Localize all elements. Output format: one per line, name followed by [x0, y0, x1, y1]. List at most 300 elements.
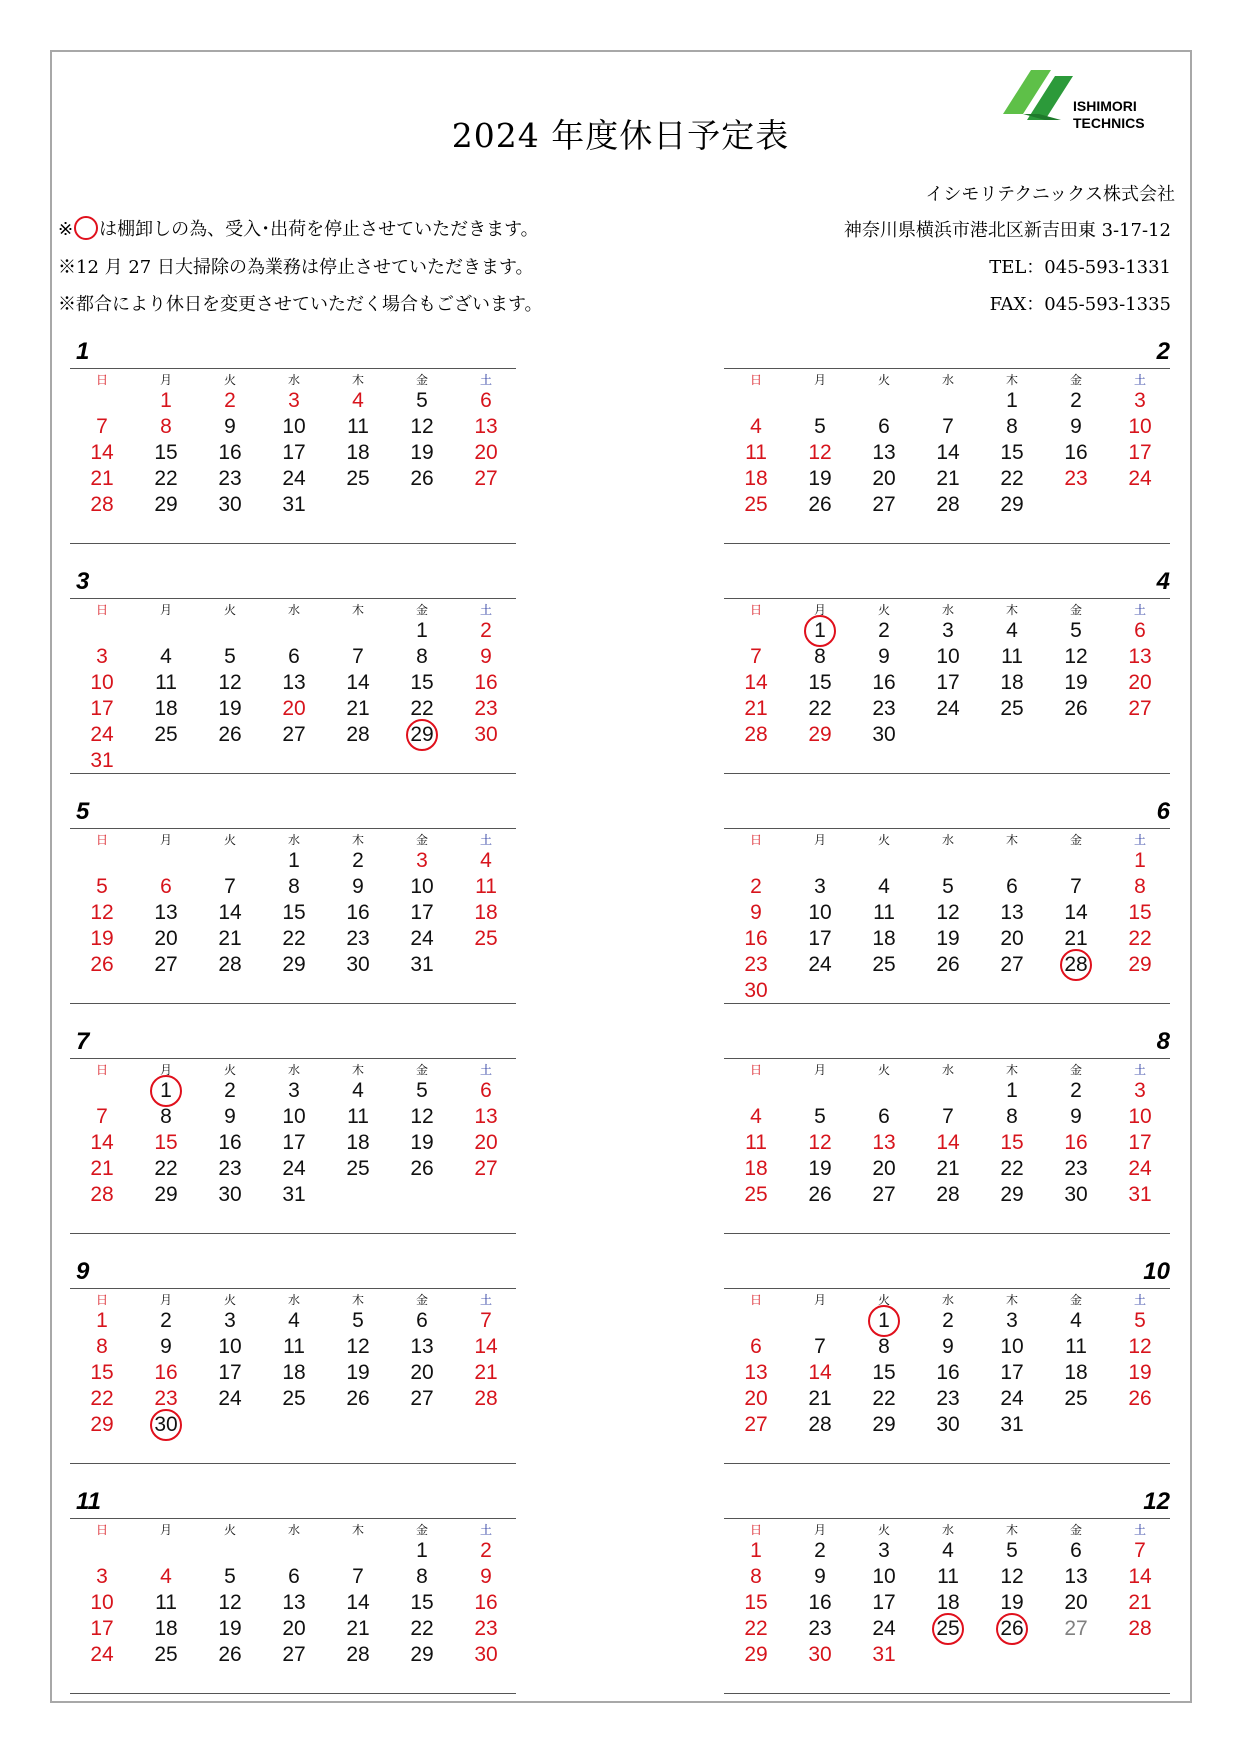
month-divider-top [70, 368, 516, 369]
calendar-day: 24 [282, 467, 306, 490]
calendar-day: 27 [282, 723, 306, 746]
calendar-day: 14 [1128, 1565, 1152, 1588]
calendar-day: 27 [872, 1183, 896, 1206]
month-block-2 [724, 340, 1170, 566]
calendar-day: 19 [808, 467, 832, 490]
weekday-header: 日 [95, 603, 108, 617]
calendar-day: 5 [96, 875, 108, 898]
calendar-day: 26 [218, 723, 242, 746]
calendar-day: 10 [1128, 1105, 1152, 1128]
calendar-day: 6 [480, 1079, 492, 1102]
calendar-day: 17 [90, 1617, 114, 1640]
calendar-day: 15 [154, 1131, 178, 1154]
calendar-day: 18 [474, 901, 498, 924]
weekday-header: 日 [749, 603, 762, 617]
calendar-day: 2 [480, 619, 492, 642]
calendar-day: 20 [1064, 1591, 1088, 1614]
calendar-day: 26 [218, 1643, 242, 1666]
calendar-day: 2 [480, 1539, 492, 1562]
calendar-day: 27 [154, 953, 178, 976]
calendar-day: 13 [474, 415, 498, 438]
calendar-day: 21 [346, 697, 370, 720]
calendar-day: 23 [744, 953, 768, 976]
calendar-day: 9 [480, 645, 492, 668]
calendar-day: 29 [154, 493, 178, 516]
calendar-day: 14 [90, 1131, 114, 1154]
month-number: 11 [76, 1488, 101, 1515]
calendar-day: 3 [814, 875, 826, 898]
calendar-day: 1 [96, 1309, 108, 1332]
calendar-day: 3 [288, 389, 300, 412]
calendar-day: 9 [352, 875, 364, 898]
calendar-day: 6 [416, 1309, 428, 1332]
note-change: ※都合により休日を変更させていただく場合もございます。 [58, 294, 543, 315]
calendar-day: 26 [346, 1387, 370, 1410]
weekday-header: 水 [941, 833, 954, 847]
calendar-day: 31 [410, 953, 434, 976]
weekday-header: 土 [479, 833, 492, 847]
weekday-header: 金 [415, 603, 428, 617]
month-divider-top [70, 1058, 516, 1059]
month-divider-top [70, 598, 516, 599]
calendar-day: 15 [1000, 441, 1024, 464]
calendar-day: 19 [936, 927, 960, 950]
calendar-day: 11 [1001, 645, 1023, 668]
weekday-header: 金 [415, 373, 428, 387]
weekday-header: 土 [479, 603, 492, 617]
calendar-day: 19 [218, 1617, 242, 1640]
calendar-day: 28 [1128, 1617, 1152, 1640]
logo-text [1073, 98, 1145, 132]
calendar-day: 8 [96, 1335, 108, 1358]
calendar-day: 6 [878, 1105, 890, 1128]
weekday-header: 月 [813, 603, 826, 617]
calendar-day: 29 [154, 1183, 178, 1206]
month-number: 4 [1156, 568, 1170, 595]
month-number: 2 [1156, 338, 1170, 365]
calendar-day: 29 [744, 1643, 768, 1666]
month-number: 9 [76, 1258, 90, 1285]
calendar-day: 24 [218, 1387, 242, 1410]
calendar-day: 10 [90, 1591, 114, 1614]
calendar-day: 19 [410, 1131, 434, 1154]
month-divider-bottom [70, 1463, 516, 1464]
calendar-day: 7 [352, 1565, 364, 1588]
calendar-day: 8 [160, 1105, 172, 1128]
calendar-day: 22 [744, 1617, 768, 1640]
calendar-day: 18 [154, 697, 178, 720]
circle-legend-icon [74, 216, 98, 240]
calendar-day: 26 [808, 493, 832, 516]
month-number: 10 [1143, 1258, 1170, 1285]
calendar-day: 17 [872, 1591, 896, 1614]
calendar-day: 3 [96, 1565, 108, 1588]
calendar-day: 23 [1064, 467, 1088, 490]
calendar-day: 6 [1134, 619, 1146, 642]
weekday-header: 土 [1133, 1293, 1146, 1307]
weekday-header: 金 [415, 1523, 428, 1537]
calendar-day: 12 [808, 1131, 832, 1154]
weekday-header: 金 [1069, 603, 1082, 617]
calendar-day: 14 [346, 671, 370, 694]
weekday-header: 月 [159, 1063, 172, 1077]
month-divider-top [724, 1058, 1170, 1059]
weekday-header: 火 [223, 1063, 236, 1077]
calendar-day: 17 [1128, 441, 1152, 464]
calendar-day: 11 [1065, 1335, 1087, 1358]
weekday-header: 水 [941, 373, 954, 387]
calendar-day: 15 [90, 1361, 114, 1384]
calendar-day: 18 [154, 1617, 178, 1640]
calendar-day: 2 [1070, 389, 1082, 412]
calendar-day: 3 [288, 1079, 300, 1102]
weekday-header: 水 [287, 603, 300, 617]
weekday-header: 木 [351, 1293, 364, 1307]
weekday-header: 土 [479, 1523, 492, 1537]
calendar-day: 4 [160, 1565, 172, 1588]
calendar-day: 25 [346, 1157, 370, 1180]
calendar-day: 30 [218, 493, 242, 516]
calendar-day: 12 [410, 415, 434, 438]
calendar-day: 9 [224, 415, 236, 438]
weekday-header: 火 [877, 1293, 890, 1307]
calendar-day: 26 [410, 1157, 434, 1180]
calendar-day: 3 [1006, 1309, 1018, 1332]
month-divider-bottom [70, 773, 516, 774]
calendar-day: 28 [346, 1643, 370, 1666]
calendar-day: 11 [155, 671, 177, 694]
calendar-day: 24 [872, 1617, 896, 1640]
calendar-day: 18 [346, 441, 370, 464]
calendar-day: 7 [224, 875, 236, 898]
calendar-day: 16 [346, 901, 370, 924]
weekday-header: 火 [877, 603, 890, 617]
weekday-header: 月 [813, 1063, 826, 1077]
calendar-day: 28 [808, 1413, 832, 1436]
calendar-day: 19 [1064, 671, 1088, 694]
weekday-header: 水 [941, 1293, 954, 1307]
weekday-header: 木 [1005, 833, 1018, 847]
month-divider-bottom [724, 1463, 1170, 1464]
calendar-day: 25 [1064, 1387, 1088, 1410]
calendar-day: 19 [410, 441, 434, 464]
month-divider-bottom [724, 1233, 1170, 1234]
calendar-day: 26 [410, 467, 434, 490]
calendar-day: 23 [936, 1387, 960, 1410]
calendar-day: 30 [474, 1643, 498, 1666]
calendar-day: 17 [282, 1131, 306, 1154]
calendar-day: 21 [936, 467, 960, 490]
calendar-day: 15 [808, 671, 832, 694]
month-block-11 [70, 1490, 516, 1716]
weekday-header: 木 [1005, 1523, 1018, 1537]
calendar-day: 22 [410, 1617, 434, 1640]
weekday-header: 木 [351, 373, 364, 387]
calendar-day: 11 [937, 1565, 959, 1588]
calendar-day: 7 [480, 1309, 492, 1332]
calendar-day: 27 [1064, 1617, 1088, 1640]
month-divider-top [724, 1288, 1170, 1289]
weekday-header: 日 [95, 1523, 108, 1537]
calendar-day: 2 [224, 1079, 236, 1102]
calendar-day: 6 [480, 389, 492, 412]
calendar-day: 27 [410, 1387, 434, 1410]
calendar-day: 28 [474, 1387, 498, 1410]
month-divider-top [724, 368, 1170, 369]
weekday-header: 日 [95, 1063, 108, 1077]
calendar-day: 2 [814, 1539, 826, 1562]
calendar-day: 22 [410, 697, 434, 720]
calendar-day: 16 [744, 927, 768, 950]
calendar-day: 24 [1128, 1157, 1152, 1180]
calendar-day: 19 [808, 1157, 832, 1180]
weekday-header: 日 [749, 373, 762, 387]
calendar-day: 28 [90, 1183, 114, 1206]
month-divider-bottom [70, 543, 516, 544]
calendar-day: 12 [218, 1591, 242, 1614]
calendar-day: 16 [474, 1591, 498, 1614]
calendar-day: 5 [942, 875, 954, 898]
month-divider-top [70, 1288, 516, 1289]
weekday-header: 日 [749, 1523, 762, 1537]
calendar-day: 9 [1070, 1105, 1082, 1128]
calendar-day: 22 [90, 1387, 114, 1410]
calendar-day-inventory: 25 [926, 1616, 970, 1642]
calendar-day: 9 [224, 1105, 236, 1128]
calendar-day: 26 [90, 953, 114, 976]
calendar-day: 3 [1134, 1079, 1146, 1102]
calendar-day: 17 [90, 697, 114, 720]
weekday-header: 水 [287, 1523, 300, 1537]
month-divider-top [724, 1518, 1170, 1519]
calendar-day: 13 [282, 671, 306, 694]
calendar-day: 19 [1128, 1361, 1152, 1384]
calendar-day: 21 [936, 1157, 960, 1180]
calendar-day: 13 [154, 901, 178, 924]
calendar-day: 20 [474, 441, 498, 464]
calendar-day: 30 [872, 723, 896, 746]
weekday-header: 月 [159, 1293, 172, 1307]
calendar-day: 5 [352, 1309, 364, 1332]
calendar-day: 23 [1064, 1157, 1088, 1180]
calendar-day: 31 [872, 1643, 896, 1666]
calendar-day: 4 [160, 645, 172, 668]
calendar-day: 12 [90, 901, 114, 924]
calendar-day: 13 [410, 1335, 434, 1358]
month-block-12 [724, 1490, 1170, 1716]
calendar-day: 12 [808, 441, 832, 464]
calendar-day: 18 [282, 1361, 306, 1384]
weekday-header: 土 [479, 1293, 492, 1307]
calendar-day: 3 [416, 849, 428, 872]
calendar-day: 15 [1000, 1131, 1024, 1154]
calendar-day: 19 [90, 927, 114, 950]
calendar-day: 15 [410, 1591, 434, 1614]
calendar-day: 13 [1064, 1565, 1088, 1588]
calendar-day: 6 [878, 415, 890, 438]
calendar-day: 30 [346, 953, 370, 976]
calendar-day: 30 [218, 1183, 242, 1206]
month-block-7 [70, 1030, 516, 1256]
calendar-day: 29 [808, 723, 832, 746]
weekday-header: 月 [159, 603, 172, 617]
calendar-day: 8 [878, 1335, 890, 1358]
weekday-header: 木 [1005, 1293, 1018, 1307]
calendar-day: 22 [872, 1387, 896, 1410]
weekday-header: 土 [1133, 373, 1146, 387]
weekday-header: 金 [415, 1063, 428, 1077]
calendar-day: 25 [1000, 697, 1024, 720]
calendar-day: 27 [872, 493, 896, 516]
month-divider-bottom [724, 1693, 1170, 1694]
calendar-day: 16 [1064, 441, 1088, 464]
calendar-day: 13 [1128, 645, 1152, 668]
calendar-day: 28 [744, 723, 768, 746]
calendar-day: 15 [1128, 901, 1152, 924]
calendar-day: 23 [218, 1157, 242, 1180]
month-block-4 [724, 570, 1170, 796]
calendar-day: 9 [942, 1335, 954, 1358]
calendar-day: 26 [936, 953, 960, 976]
calendar-day: 20 [282, 1617, 306, 1640]
calendar-day: 22 [154, 467, 178, 490]
calendar-day: 25 [154, 1643, 178, 1666]
calendar-day: 20 [872, 467, 896, 490]
calendar-day: 4 [1070, 1309, 1082, 1332]
calendar-day: 7 [942, 1105, 954, 1128]
calendar-day: 31 [282, 1183, 306, 1206]
logo-line-1: ISHIMORI [1073, 98, 1137, 114]
calendar-day: 1 [288, 849, 300, 872]
month-divider-bottom [70, 1233, 516, 1234]
calendar-day: 21 [90, 1157, 114, 1180]
calendar-day: 23 [218, 467, 242, 490]
weekday-header: 金 [1069, 833, 1082, 847]
calendar-day: 7 [750, 645, 762, 668]
calendar-day: 10 [282, 1105, 306, 1128]
weekday-header: 火 [223, 1523, 236, 1537]
calendar-day: 4 [480, 849, 492, 872]
weekday-header: 火 [877, 1523, 890, 1537]
weekday-header: 木 [1005, 603, 1018, 617]
weekday-header: 火 [223, 833, 236, 847]
calendar-day: 7 [942, 415, 954, 438]
weekday-header: 金 [1069, 1293, 1082, 1307]
calendar-day: 16 [218, 1131, 242, 1154]
calendar-day: 16 [154, 1361, 178, 1384]
weekday-header: 土 [479, 1063, 492, 1077]
month-number: 6 [1156, 798, 1170, 825]
note-inventory [58, 215, 539, 241]
calendar-day: 23 [154, 1387, 178, 1410]
calendar-day: 17 [808, 927, 832, 950]
calendar-day: 1 [416, 619, 428, 642]
calendar-day: 1 [1134, 849, 1146, 872]
weekday-header: 水 [941, 1523, 954, 1537]
calendar-day: 9 [1070, 415, 1082, 438]
calendar-day: 10 [410, 875, 434, 898]
calendar-day: 9 [750, 901, 762, 924]
month-divider-top [724, 828, 1170, 829]
calendar-day: 12 [410, 1105, 434, 1128]
calendar-day: 18 [936, 1591, 960, 1614]
calendar-day: 2 [750, 875, 762, 898]
calendar-day: 8 [750, 1565, 762, 1588]
calendar-day: 2 [352, 849, 364, 872]
weekday-header: 日 [95, 373, 108, 387]
calendar-day: 27 [474, 467, 498, 490]
calendar-day: 8 [416, 1565, 428, 1588]
calendar-day: 20 [410, 1361, 434, 1384]
calendar-day: 22 [154, 1157, 178, 1180]
weekday-header: 水 [941, 1063, 954, 1077]
calendar-day: 16 [218, 441, 242, 464]
calendar-day: 8 [1134, 875, 1146, 898]
calendar-day: 8 [1006, 415, 1018, 438]
calendar-day: 16 [936, 1361, 960, 1384]
calendar-day: 28 [936, 1183, 960, 1206]
calendar-day: 12 [346, 1335, 370, 1358]
calendar-day: 29 [872, 1413, 896, 1436]
calendar-day: 17 [218, 1361, 242, 1384]
calendar-day: 25 [346, 467, 370, 490]
calendar-day: 23 [872, 697, 896, 720]
calendar-day: 11 [155, 1591, 177, 1614]
calendar-day: 5 [1134, 1309, 1146, 1332]
calendar-day: 6 [750, 1335, 762, 1358]
calendar-day: 17 [1128, 1131, 1152, 1154]
month-number: 5 [76, 798, 90, 825]
calendar-day: 18 [1064, 1361, 1088, 1384]
weekday-header: 木 [1005, 1063, 1018, 1077]
calendar-day: 3 [878, 1539, 890, 1562]
calendar-day: 29 [1000, 493, 1024, 516]
calendar-day: 22 [282, 927, 306, 950]
month-number: 1 [76, 338, 90, 365]
calendar-day-inventory: 29 [400, 722, 444, 748]
month-number: 7 [76, 1028, 90, 1055]
calendar-day: 4 [352, 1079, 364, 1102]
calendar-day: 30 [474, 723, 498, 746]
calendar-day: 13 [872, 1131, 896, 1154]
calendar-day: 18 [346, 1131, 370, 1154]
company-name: イシモリテクニックス株式会社 [925, 184, 1175, 205]
calendar-day: 18 [744, 467, 768, 490]
calendar-day: 23 [346, 927, 370, 950]
calendar-day: 20 [872, 1157, 896, 1180]
calendar-day: 8 [1006, 1105, 1018, 1128]
calendar-day: 7 [96, 415, 108, 438]
calendar-day: 24 [90, 1643, 114, 1666]
calendar-day: 1 [160, 389, 172, 412]
calendar-day: 21 [90, 467, 114, 490]
calendar-day: 24 [936, 697, 960, 720]
calendar-day: 11 [347, 415, 369, 438]
weekday-header: 金 [1069, 373, 1082, 387]
calendar-day: 21 [218, 927, 242, 950]
calendar-day: 3 [96, 645, 108, 668]
calendar-day: 19 [1000, 1591, 1024, 1614]
weekday-header: 木 [351, 833, 364, 847]
calendar-day-inventory: 1 [862, 1308, 906, 1334]
calendar-day: 28 [218, 953, 242, 976]
calendar-day: 4 [750, 1105, 762, 1128]
month-block-8 [724, 1030, 1170, 1256]
weekday-header: 月 [813, 373, 826, 387]
calendar-day: 5 [416, 1079, 428, 1102]
calendar-day: 4 [750, 415, 762, 438]
calendar-day: 14 [474, 1335, 498, 1358]
